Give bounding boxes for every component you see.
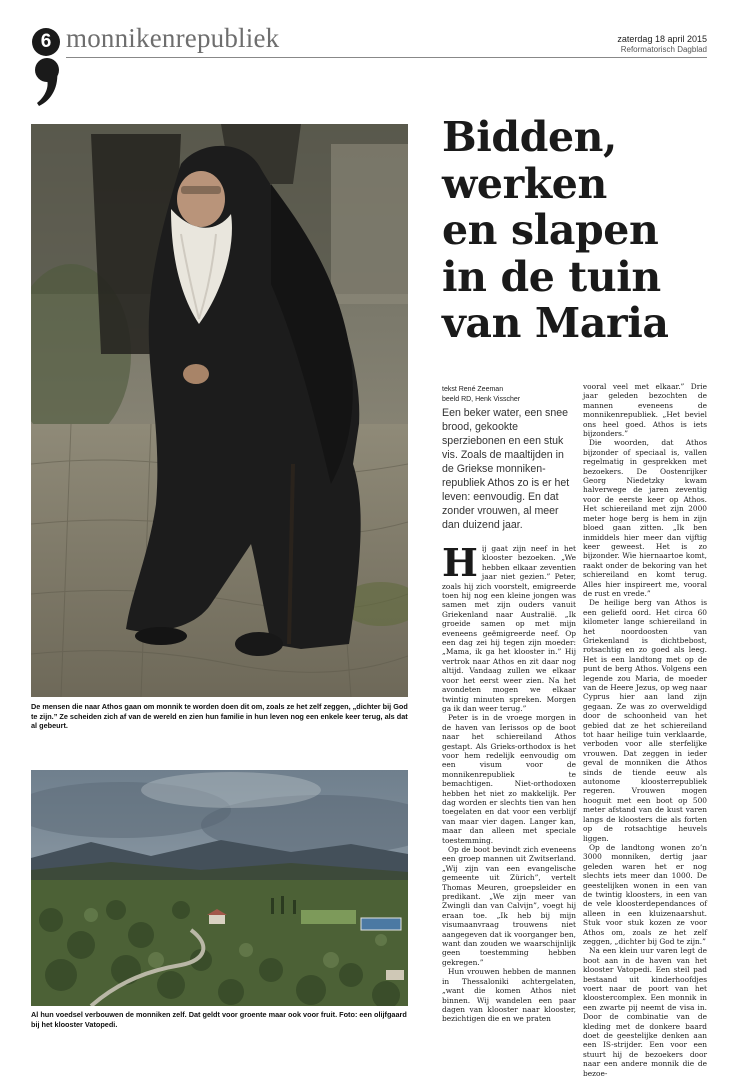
page-number-badge: 6	[32, 28, 60, 56]
body-column-1	[442, 540, 576, 1024]
body-paragraph: Die woorden, dat Athos bijzonder of speciaal is, vallen regelmatig in gesprekken met bezoekers. De Oostenrijker Georg Niedetzky kwam halverwege de jaren zeventig voor de eerste keer op Athos. Het schiereiland met zijn 2000 meter hoge berg is hem in zijn bloed gaan zitten. „Ik ben inmiddels hier meer dan vijftig keer geweest. Het is zo bijzonder. Wie hiernaartoe komt, raakt onder de bekoring van het schiereiland en komt terug. Alles hier inspireert me, vooral de rust en vrede.”	[583, 438, 707, 598]
headline-line: en slapen	[442, 206, 659, 254]
body-paragraph: Hun vrouwen hebben de mannen in Thessaloniki achtergelaten, „want die komen Athos niet binnen. Wij wandelen een paar dagen van klooster naar klooster, bezichtigen die en we praten	[442, 967, 576, 1024]
monk-photo	[31, 124, 408, 697]
comma-mark-icon	[34, 58, 60, 108]
headline-line: Bidden,	[442, 113, 617, 161]
newspaper-name: Reformatorisch Dagblad	[620, 45, 707, 54]
article-intro: Een beker water, een snee brood, gekookte sperziebonen en een stuk vis. Zoals de maaltijden in de Griekse monniken-republiek Athos zo is er het leven: eenvoudig. En dat zonder vrouwen, al meer dan duizend jaar.	[442, 407, 570, 531]
text-credit: tekst René Zeeman	[442, 386, 504, 393]
body-paragraph: Peter is in de vroege morgen in de haven van Ierissos op de boot naar het schiereiland Athos gestapt. Als Grieks-orthodox is het voor hem redelijk eenvoudig om een visum voor de monnikenrepubliek te bemachtigen. Niet-orthodoxen hebben het niet zo makkelijk. Per dag worden er slechts tien van hen toegelaten en dat voor een verblijf van maar vier dagen. Langer kan, maar dan alleen met speciale toestemming.	[442, 713, 576, 845]
body-paragraph: vooral veel met elkaar.” Drie jaar geleden bezochten de mannen eveneens de monnikenrepubliek. „Het beviel ons heel goed. Athos is iets bijzonders.”	[583, 382, 707, 439]
article-credits	[442, 385, 520, 405]
body-paragraph: Op de landtong wonen zo’n 3000 monniken, dertig jaar geleden waren het er nog slechts iets meer dan 1000. De geestelijken wonen in een van de twintig kloosters, in een van de vele kloosterdependances of alleen in een kluizenaarshut. Stuk voor stuk kozen ze voor Athos om, zoals ze het zelf zeggen, „dichter bij God te zijn.”	[583, 842, 707, 946]
olive-grove-caption: Al hun voedsel verbouwen de monniken zelf. Dat geldt voor groente maar ook voor fruit. Foto: een olijfgaard bij het klooster Vatopedi.	[31, 1010, 407, 1029]
body-paragraph: Op de boot bevindt zich eveneens een groep mannen uit Zwitserland. „Wij zijn van een evangelische gemeente uit Zürich”, vertelt Thomas Meuren, groepsleider en predikant. „We zijn meer van Zwingli dan van Calvijn”, voegt hij eraan toe. „Ik heb bij mijn visumaanvraag trouwens niet aangegeven dat ik voorganger ben, want dan zouden we waarschijnlijk geen toestemming hebben gekregen.”	[442, 845, 576, 967]
image-credit: beeld RD, Henk Visscher	[442, 396, 521, 403]
body-column-2	[583, 382, 707, 1078]
paragraph-text: ij gaat zijn neef in het klooster bezoeken. „We hebben elkaar zeventien jaar niet gezien.” Peter, zoals hij zich voorstelt, emigreerde toen hij nog een kleine jongen was samen met zijn ouders vanuit Griekenland naar Australië. „Ik groeide samen op met mijn eveneens geëmigreerde neef. Op een dag zei hij tegen zijn moeder: „Mama, ik ga het klooster in.” Hij vertrok naar Athos en zit daar nog altijd. Vandaag zullen we elkaar voor het eerst weer zien. Na het avondeten mogen we elkaar twintig minuten spreken. Morgen ga ik dan weer terug.”	[442, 544, 576, 713]
headline-line: van Maria	[442, 299, 669, 347]
monk-photo-caption: De mensen die naar Athos gaan om monnik te worden doen dit om, zoals ze het zelf zeggen, „dichter bij God te zijn.” Ze scheiden zich af van de wereld en zien hun familie in hun leven nog een enkele keer terug, als dat al gebeurt.	[31, 702, 408, 731]
article-headline	[442, 114, 732, 347]
headline-line: in de tuin	[442, 252, 661, 301]
headline-line: werken	[442, 159, 607, 208]
body-paragraph: De heilige berg van Athos is een geliefd oord. Het circa 60 kilometer lange schiereiland in het noordoosten van Griekenland is dichtbebost, rotsachtig en zo goed als leeg. Het is een landtong met op de punt de berg Athos. Volgens een legende zou Maria, de moeder van de Heere Jezus, op weg naar Cyprus hier aan land zijn gegaan. Ze was zo overweldigd door de schoonheid van het gebied dat ze het schiereiland tot haar heilige tuin verklaarde, verboden voor alle sterfelijke vrouwen. Dat zeggen in ieder geval de monniken die Athos sinds de tiende eeuw als autonome kloosterrepubliek regeren. Vrouwen mogen hooguit met een boot op 500 meter afstand van de kust varen langs de kloosters die als forten op de rotsachtige heuvels liggen.	[583, 598, 707, 843]
header-divider	[66, 57, 707, 58]
issue-date: zaterdag 18 april 2015	[617, 34, 707, 44]
section-title: monnikenrepubliek	[66, 23, 280, 53]
olive-grove-photo	[31, 770, 408, 1006]
body-paragraph: Na een klein uur varen legt de boot aan in de haven van het klooster Vatopedi. Een steil pad bestaand uit kinderhoofdjes voert naar de poort van het kloostercomplex. Een monnik in een zwarte pij neemt de visa in. Door de combinatie van de kleding met de donkere baard doet de geestelijke denken aan een IS-strijder. Een voor een stuurt hij de bezoekers door naar een andere monnik die de bezoe-	[583, 946, 707, 1078]
drop-cap: H	[442, 540, 478, 585]
body-paragraph	[442, 540, 576, 713]
